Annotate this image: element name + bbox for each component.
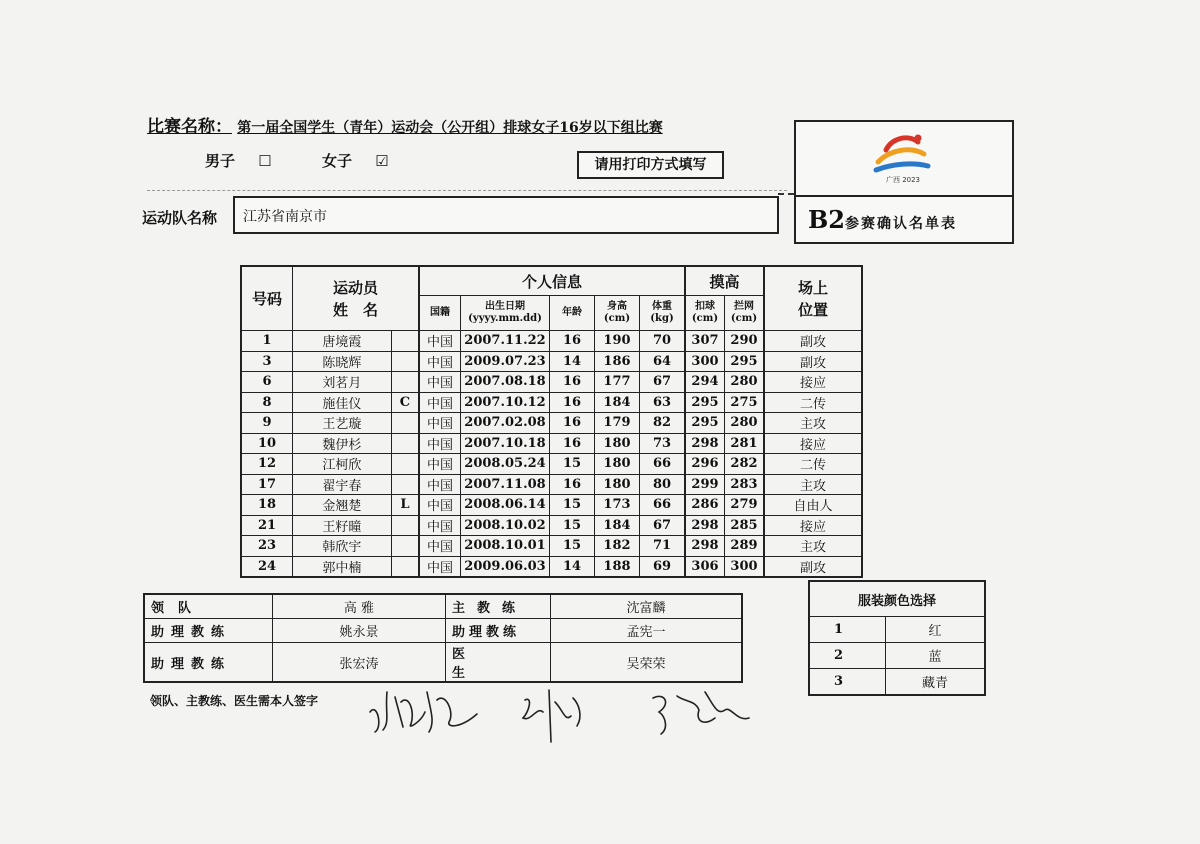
player-name: 唐境霞: [293, 331, 392, 352]
header-weight-line2: (kg): [650, 313, 674, 324]
player-name: 王艺璇: [293, 413, 392, 434]
connector: [778, 193, 794, 195]
header-athlete: [293, 266, 420, 331]
competition-label: 比赛名称：: [147, 117, 232, 137]
player-age: 15: [550, 536, 595, 557]
header-number: 号码: [241, 266, 293, 331]
team-label: 运动队名称: [142, 209, 218, 227]
player-role: [391, 372, 419, 393]
player-height: 180: [595, 474, 640, 495]
jersey-color-row: [809, 669, 985, 696]
player-age: 16: [550, 392, 595, 413]
player-nationality: 中国: [419, 454, 461, 475]
header-block-line2: (cm): [730, 313, 758, 324]
player-role: [391, 556, 419, 577]
logo-caption: 广西 2023: [885, 176, 921, 184]
player-height: 177: [595, 372, 640, 393]
jersey-color-row: [809, 617, 985, 643]
header-spike: [685, 296, 725, 331]
player-position: 副攻: [764, 556, 862, 577]
header-spike-line1: 扣球: [695, 301, 715, 312]
player-weight: 80: [640, 474, 686, 495]
player-spike-reach: 298: [685, 515, 725, 536]
player-height: 184: [595, 515, 640, 536]
table-row: [241, 474, 862, 495]
player-role: [391, 351, 419, 372]
table-row: [241, 392, 862, 413]
player-position: 主攻: [764, 413, 862, 434]
header-personal: 个人信息: [419, 266, 685, 296]
table-row: [241, 454, 862, 475]
player-position: 接应: [764, 372, 862, 393]
player-block-reach: 295: [725, 351, 765, 372]
player-age: 16: [550, 474, 595, 495]
player-spike-reach: 306: [685, 556, 725, 577]
player-spike-reach: 286: [685, 495, 725, 516]
team-name-field[interactable]: [233, 196, 779, 234]
header-nationality: 国籍: [419, 296, 461, 331]
player-block-reach: 289: [725, 536, 765, 557]
player-role: C: [391, 392, 419, 413]
player-position: 接应: [764, 433, 862, 454]
player-block-reach: 275: [725, 392, 765, 413]
form-title-box: [794, 120, 1014, 244]
player-role: [391, 515, 419, 536]
jersey-color-title: 服装颜色选择: [809, 581, 985, 617]
doctor-label: 医生: [446, 643, 551, 683]
player-nationality: 中国: [419, 495, 461, 516]
competition-name: 第一届全国学生（青年）运动会（公开组）排球女子16岁以下组比赛: [237, 120, 663, 136]
form-title: [808, 205, 957, 234]
player-position: 二传: [764, 454, 862, 475]
player-birth: 2008.10.02: [461, 515, 550, 536]
print-note: 请用打印方式填写: [577, 151, 724, 179]
player-spike-reach: 295: [685, 392, 725, 413]
player-block-reach: 280: [725, 413, 765, 434]
player-birth: 2009.07.23: [461, 351, 550, 372]
games-logo-icon: [868, 128, 938, 190]
player-number: 17: [241, 474, 293, 495]
player-height: 184: [595, 392, 640, 413]
player-position: 主攻: [764, 474, 862, 495]
player-nationality: 中国: [419, 515, 461, 536]
player-role: [391, 413, 419, 434]
player-spike-reach: 307: [685, 331, 725, 352]
player-age: 16: [550, 433, 595, 454]
jersey-color-number: 2: [809, 643, 886, 669]
player-height: 180: [595, 433, 640, 454]
player-name: 施佳仪: [293, 392, 392, 413]
doctor-value: 吴荣荣: [551, 643, 743, 683]
player-weight: 71: [640, 536, 686, 557]
player-nationality: 中国: [419, 392, 461, 413]
staff-row: [144, 594, 742, 619]
table-row: [241, 536, 862, 557]
header-height-line2: (cm): [603, 313, 631, 324]
player-nationality: 中国: [419, 536, 461, 557]
player-weight: 67: [640, 515, 686, 536]
player-birth: 2007.11.22: [461, 331, 550, 352]
player-block-reach: 280: [725, 372, 765, 393]
player-height: 188: [595, 556, 640, 577]
player-nationality: 中国: [419, 413, 461, 434]
header-position: [764, 266, 862, 331]
player-nationality: 中国: [419, 372, 461, 393]
staff-row: [144, 643, 742, 683]
player-birth: 2007.02.08: [461, 413, 550, 434]
player-position: 副攻: [764, 351, 862, 372]
player-age: 15: [550, 515, 595, 536]
player-block-reach: 285: [725, 515, 765, 536]
table-row: [241, 372, 862, 393]
player-spike-reach: 298: [685, 433, 725, 454]
title-separator: [796, 195, 1012, 197]
player-height: 173: [595, 495, 640, 516]
header-height: [595, 296, 640, 331]
player-spike-reach: 294: [685, 372, 725, 393]
player-height: 179: [595, 413, 640, 434]
player-nationality: 中国: [419, 556, 461, 577]
jersey-color-name: 蓝: [886, 643, 986, 669]
jersey-color-name: 红: [886, 617, 986, 643]
female-checkbox[interactable]: ☑: [375, 152, 389, 170]
player-spike-reach: 298: [685, 536, 725, 557]
gender-female: [322, 150, 389, 171]
player-birth: 2008.05.24: [461, 454, 550, 475]
player-weight: 73: [640, 433, 686, 454]
player-weight: 67: [640, 372, 686, 393]
header-athlete-line2: 姓 名: [332, 300, 378, 319]
player-birth: 2008.06.14: [461, 495, 550, 516]
leader-value: 高 雅: [273, 594, 446, 619]
player-nationality: 中国: [419, 474, 461, 495]
player-name: 郭中楠: [293, 556, 392, 577]
player-name: 韩欣宇: [293, 536, 392, 557]
staff-table: [143, 593, 743, 683]
player-spike-reach: 296: [685, 454, 725, 475]
assistant-coach-1-label: 助理教练: [144, 619, 273, 643]
competition-line: [147, 112, 663, 137]
player-spike-reach: 295: [685, 413, 725, 434]
signature-label: 领队、主教练、医生需本人签字: [150, 694, 319, 708]
player-height: 186: [595, 351, 640, 372]
player-number: 23: [241, 536, 293, 557]
roster-table: [240, 265, 863, 578]
player-number: 10: [241, 433, 293, 454]
female-label: 女子: [322, 152, 353, 170]
player-name: 刘茗月: [293, 372, 392, 393]
male-label: 男子: [205, 152, 236, 170]
player-height: 182: [595, 536, 640, 557]
player-block-reach: 300: [725, 556, 765, 577]
player-position: 自由人: [764, 495, 862, 516]
table-row: [241, 351, 862, 372]
player-block-reach: 281: [725, 433, 765, 454]
player-birth: 2007.11.08: [461, 474, 550, 495]
table-row: [241, 413, 862, 434]
player-position: 副攻: [764, 331, 862, 352]
player-age: 16: [550, 372, 595, 393]
header-birth-line2: (yyyy.mm.dd): [468, 313, 542, 324]
player-position: 主攻: [764, 536, 862, 557]
head-coach-value: 沈富麟: [551, 594, 743, 619]
team-name-value: 江苏省南京市: [243, 209, 327, 225]
player-age: 16: [550, 331, 595, 352]
table-row: [241, 556, 862, 577]
player-name: 魏伊杉: [293, 433, 392, 454]
player-age: 16: [550, 413, 595, 434]
player-spike-reach: 300: [685, 351, 725, 372]
player-age: 15: [550, 495, 595, 516]
player-number: 6: [241, 372, 293, 393]
player-birth: 2007.08.18: [461, 372, 550, 393]
player-birth: 2008.10.01: [461, 536, 550, 557]
header-block: [725, 296, 765, 331]
player-age: 15: [550, 454, 595, 475]
player-weight: 64: [640, 351, 686, 372]
player-name: 王籽曈: [293, 515, 392, 536]
player-role: [391, 536, 419, 557]
player-number: 8: [241, 392, 293, 413]
player-block-reach: 290: [725, 331, 765, 352]
player-number: 3: [241, 351, 293, 372]
player-role: [391, 454, 419, 475]
player-birth: 2007.10.18: [461, 433, 550, 454]
player-age: 14: [550, 351, 595, 372]
assistant-coach-2-label: 助理教练: [446, 619, 551, 643]
header-reach: 摸高: [685, 266, 764, 296]
leader-label: 领队: [144, 594, 273, 619]
header-weight-line1: 体重: [652, 301, 672, 312]
jersey-color-number: 3: [809, 669, 886, 696]
header-birth-line1: 出生日期: [485, 301, 525, 312]
divider: [147, 190, 787, 191]
player-weight: 82: [640, 413, 686, 434]
player-birth: 2009.06.03: [461, 556, 550, 577]
player-role: [391, 474, 419, 495]
assistant-coach-3-value: 张宏涛: [273, 643, 446, 683]
jersey-color-name: 藏青: [886, 669, 986, 696]
header-weight: [640, 296, 686, 331]
player-position: 二传: [764, 392, 862, 413]
player-number: 1: [241, 331, 293, 352]
player-block-reach: 279: [725, 495, 765, 516]
player-name: 金翘楚: [293, 495, 392, 516]
player-weight: 66: [640, 495, 686, 516]
player-name: 陈晓辉: [293, 351, 392, 372]
player-name: 翟宇春: [293, 474, 392, 495]
table-row: [241, 495, 862, 516]
player-name: 江柯欣: [293, 454, 392, 475]
signature-icon: [365, 682, 765, 752]
assistant-coach-2-value: 孟宪一: [551, 619, 743, 643]
header-position-line2: 位置: [797, 300, 828, 319]
player-weight: 70: [640, 331, 686, 352]
player-block-reach: 282: [725, 454, 765, 475]
jersey-color-body: [809, 617, 985, 696]
assistant-coach-3-label: 助理教练: [144, 643, 273, 683]
player-number: 21: [241, 515, 293, 536]
player-height: 180: [595, 454, 640, 475]
player-nationality: 中国: [419, 331, 461, 352]
player-spike-reach: 299: [685, 474, 725, 495]
player-role: [391, 331, 419, 352]
header-athlete-line1: 运动员: [332, 278, 378, 297]
table-row: [241, 515, 862, 536]
player-height: 190: [595, 331, 640, 352]
player-position: 接应: [764, 515, 862, 536]
player-number: 24: [241, 556, 293, 577]
jersey-color-table: [808, 580, 986, 696]
head-coach-label: 主教练: [446, 594, 551, 619]
player-age: 14: [550, 556, 595, 577]
assistant-coach-1-value: 姚永景: [273, 619, 446, 643]
header-block-line1: 拦网: [734, 301, 754, 312]
table-row: [241, 433, 862, 454]
player-block-reach: 283: [725, 474, 765, 495]
player-role: L: [391, 495, 419, 516]
player-number: 9: [241, 413, 293, 434]
jersey-color-row: [809, 643, 985, 669]
player-weight: 69: [640, 556, 686, 577]
header-position-line1: 场上: [797, 278, 828, 297]
header-spike-line2: (cm): [691, 313, 719, 324]
gender-male: [205, 150, 272, 171]
player-nationality: 中国: [419, 433, 461, 454]
staff-row: [144, 619, 742, 643]
player-number: 12: [241, 454, 293, 475]
form-code: B2: [808, 205, 845, 234]
jersey-color-number: 1: [809, 617, 886, 643]
player-birth: 2007.10.12: [461, 392, 550, 413]
header-height-line1: 身高: [607, 301, 627, 312]
player-role: [391, 433, 419, 454]
form-title-text: 参赛确认名单表: [844, 216, 957, 232]
roster-body: [241, 331, 862, 578]
player-number: 18: [241, 495, 293, 516]
male-checkbox[interactable]: ☐: [258, 152, 272, 170]
player-weight: 63: [640, 392, 686, 413]
player-nationality: 中国: [419, 351, 461, 372]
table-row: [241, 331, 862, 352]
header-birth: [461, 296, 550, 331]
player-weight: 66: [640, 454, 686, 475]
header-age: 年龄: [550, 296, 595, 331]
